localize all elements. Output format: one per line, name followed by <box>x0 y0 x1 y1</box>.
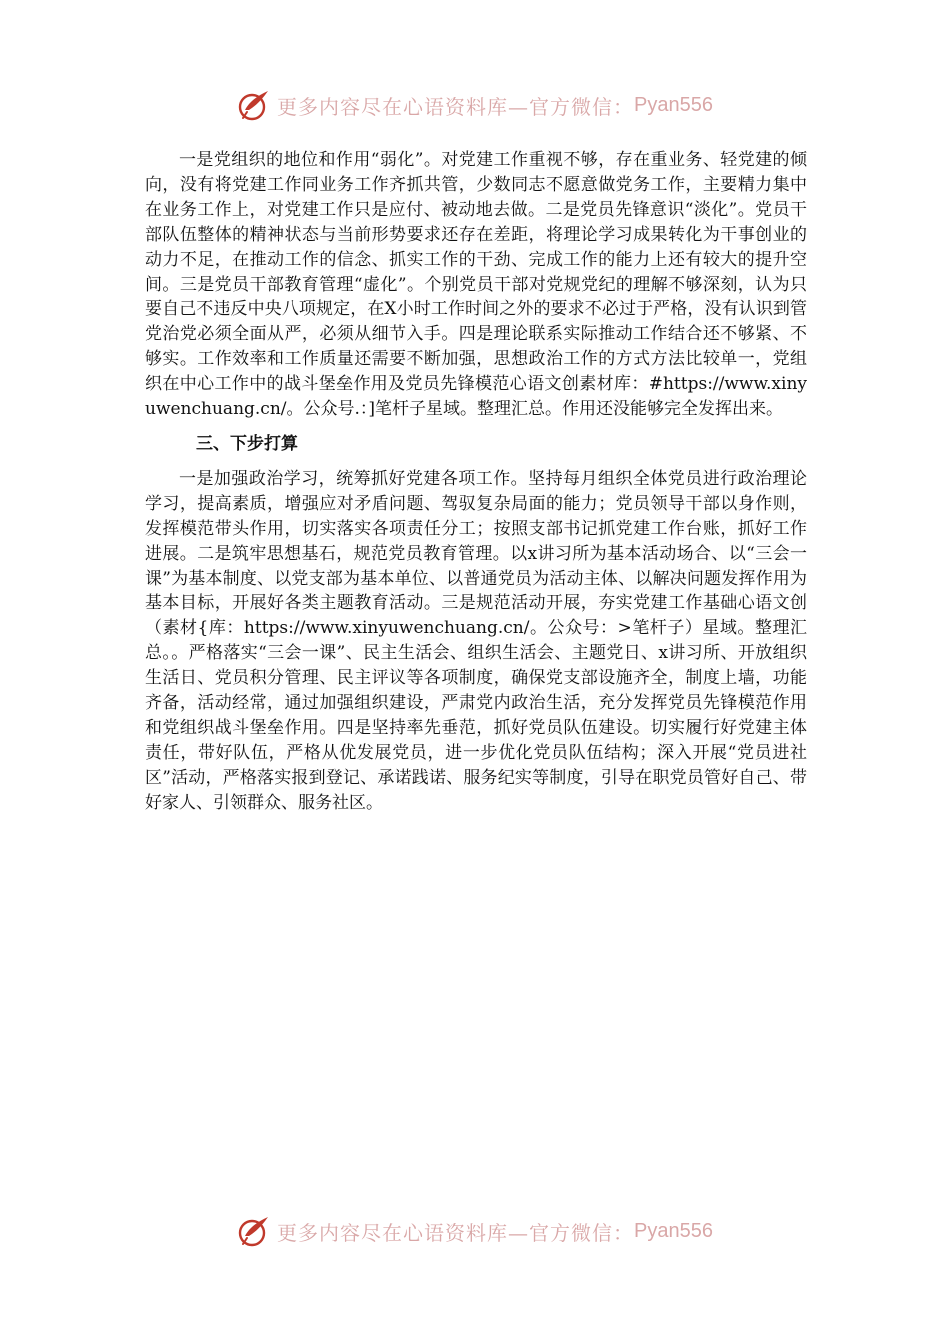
paragraph-next-steps: 一是加强政治学习，统筹抓好党建各项工作。坚持每月组织全体党员进行政治理论学习，提高素质，增强应对矛盾问题、驾驭复杂局面的能力；党员领导干部以身作则，发挥模范带头作用，切实落实各项责任分工；按照支部书记抓党建工作台账，抓好工作进展。二是筑牢思想基石，规范党员教育管理。以x讲习所为基本活动场合、以“三会一课”为基本制度、以党支部为基本单位、以普通党员为活动主体、以解决问题发挥作用为基本目标，开展好各类主题教育活动。三是规范活动开展，夯实党建工作基础心语文创（素材{库：https://www.xinyuwenchuang.cn/。公众号：>笔杆子）星域。整理汇总。。严格落实“三会一课”、民主生活会、组织生活会、主题党日、x讲习所、开放组织生活日、党员积分管理、民主评议等各项制度，确保党支部设施齐全，制度上墙，功能齐备，活动经常，通过加强组织建设，严肃党内政治生活，充分发挥党员先锋模范作用和党组织战斗堡垒作用。四是坚持率先垂范，抓好党员队伍建设。切实履行好党建主体责任，带好队伍，严格从优发展党员，进一步优化党员队伍结构；深入开展“党员进社区”活动，严格落实报到登记、承诺践诺、服务纪实等制度，引导在职党员管好自己、带好家人、引领群众、服务社区。 <box>145 468 807 813</box>
banner-wechat-id: Pyan556 <box>634 93 713 116</box>
paragraph-problems: 一是党组织的地位和作用“弱化”。对党建工作重视不够，存在重业务、轻党建的倾向，没有将党建工作同业务工作齐抓共管，少数同志不愿意做党务工作，主要精力集中在业务工作上，对党建工作只是应付、被动地去做。二是党员先锋意识“淡化”。党员干部队伍整体的精神状态与当前形势要求还存在差距，将理论学习成果转化为干事创业的动力不足，在推动工作的信念、抓实工作的干劲、完成工作的能力上还有较大的提升空间。三是党员干部教育管理“虚化”。个别党员干部对党规党纪的理解不够深刻，认为只要自己不违反中央八项规定，在X小时工作时间之外的要求不必过于严格，没有认识到管党治党必须全面从严，必须从细节入手。四是理论联系实际推动工作结合还不够紧、不够实。工作效率和工作质量还需要不断加强，思想政治工作的方式方法比较单一，党组织在中心工作中的战斗堡垒作用及党员先锋模范心语文创素材库：#https://www.xinyuwenchuang.cn/。公众号.：]笔杆子星域。整理汇总。作用还没能够完全发挥出来。 <box>145 150 807 420</box>
footer-watermark-banner <box>0 1208 950 1254</box>
quill-logo-icon <box>237 88 271 122</box>
quill-logo-icon <box>237 1214 271 1248</box>
document-body <box>145 148 807 816</box>
banner-text: 更多内容尽在心语资料库—官方微信： <box>277 1220 635 1245</box>
header-watermark-banner <box>0 82 950 128</box>
banner-text: 更多内容尽在心语资料库—官方微信： <box>277 94 635 119</box>
banner-wechat-id: Pyan556 <box>634 1219 713 1242</box>
section-heading-next-steps: 三、下步打算 <box>196 433 298 454</box>
